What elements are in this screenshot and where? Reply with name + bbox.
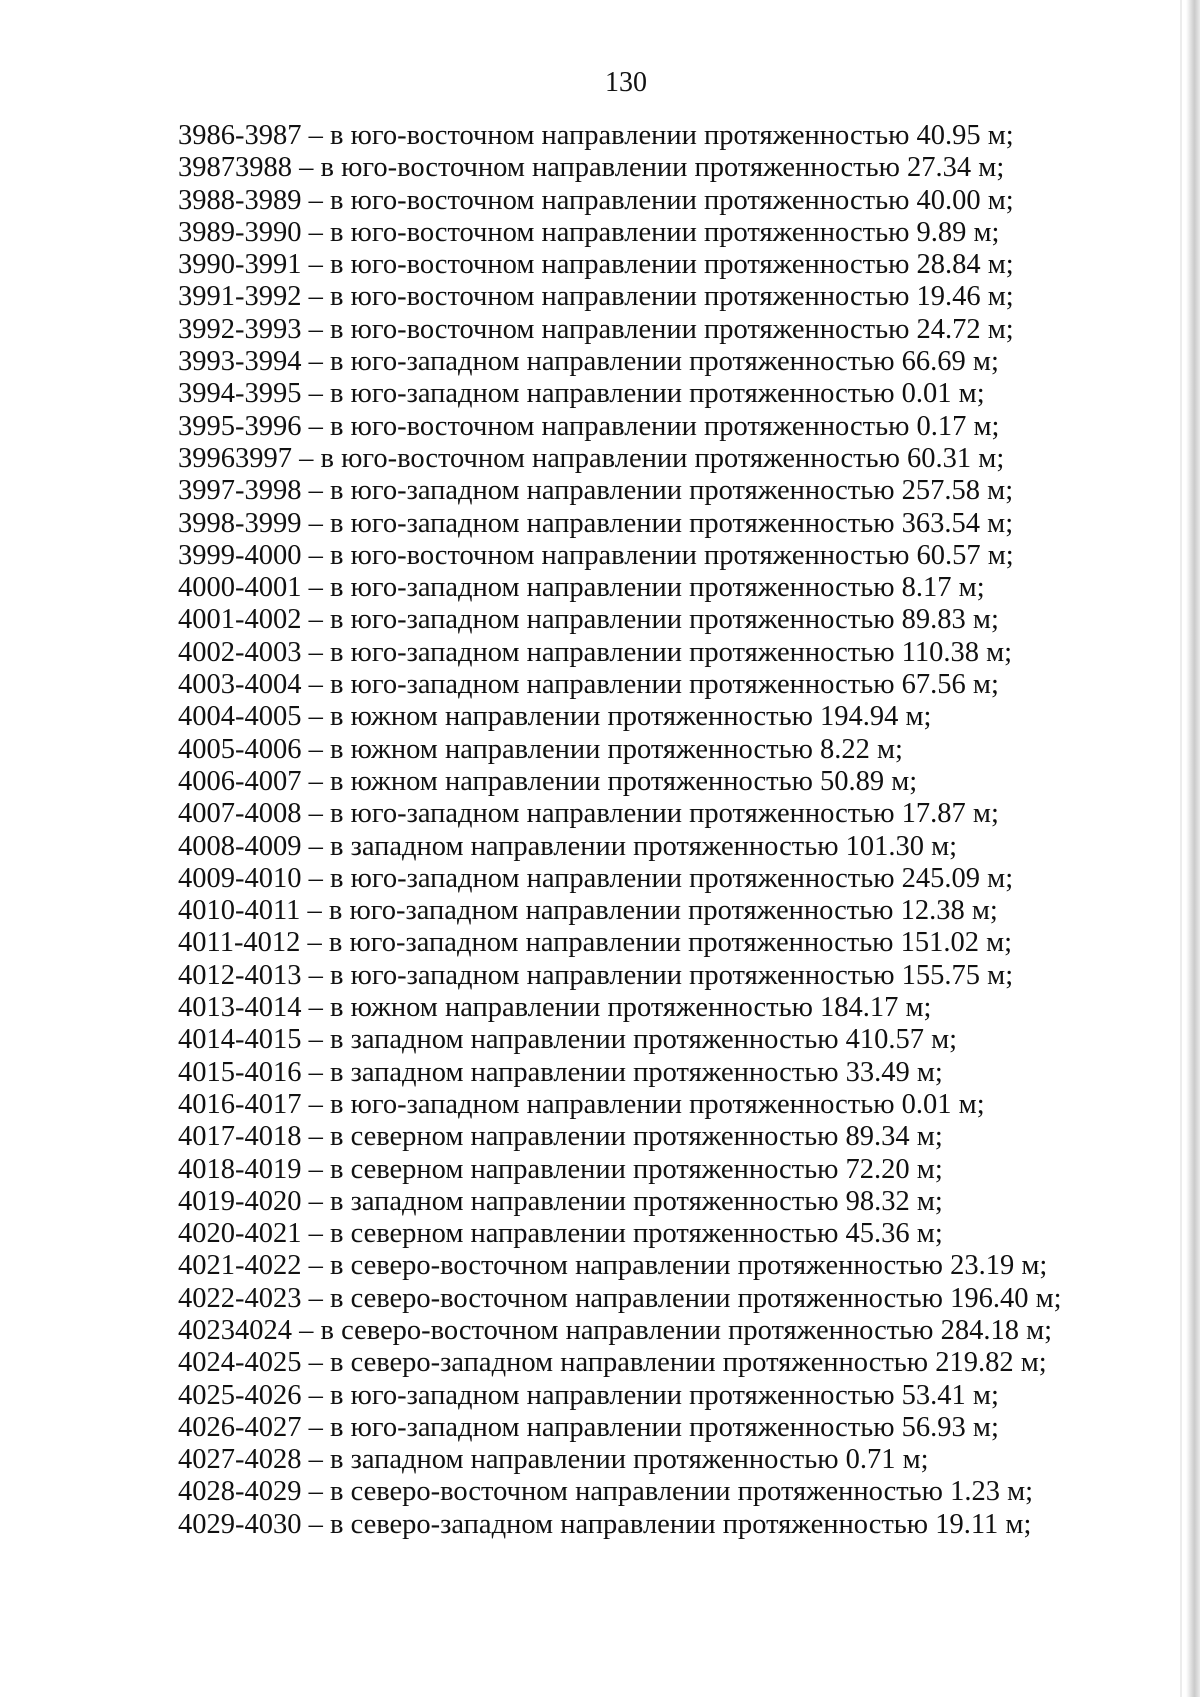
boundary-segment-line: 4010-4011 – в юго-западном направлении протяженностью 12.38 м; bbox=[178, 895, 998, 927]
boundary-segment-line: 3990-3991 – в юго-восточном направлении протяженностью 28.84 м; bbox=[178, 249, 1014, 281]
boundary-segment-line: 4017-4018 – в северном направлении протяженностью 89.34 м; bbox=[178, 1121, 943, 1153]
boundary-segment-line: 4012-4013 – в юго-западном направлении протяженностью 155.75 м; bbox=[178, 959, 1014, 991]
boundary-segment-line: 39873988 – в юго-восточном направлении протяженностью 27.34 м; bbox=[178, 152, 1005, 184]
boundary-segment-line: 4021-4022 – в северо-восточном направлении протяженностью 23.19 м; bbox=[178, 1250, 1048, 1282]
boundary-segment-line: 4000-4001 – в юго-западном направлении протяженностью 8.17 м; bbox=[178, 572, 985, 604]
boundary-segment-list bbox=[178, 120, 1108, 1541]
scan-edge-line bbox=[1180, 0, 1182, 1697]
boundary-segment-line: 3986-3987 – в юго-восточном направлении протяженностью 40.95 м; bbox=[178, 120, 1014, 151]
boundary-segment-line: 3992-3993 – в юго-восточном направлении протяженностью 24.72 м; bbox=[178, 313, 1014, 345]
boundary-segment-line: 4004-4005 – в южном направлении протяженностью 194.94 м; bbox=[178, 701, 932, 733]
boundary-segment-line: 4013-4014 – в южном направлении протяженностью 184.17 м; bbox=[178, 992, 932, 1024]
boundary-segment-line: 4024-4025 – в северо-западном направлении протяженностью 219.82 м; bbox=[178, 1347, 1047, 1379]
boundary-segment-line: 4011-4012 – в юго-западном направлении протяженностью 151.02 м; bbox=[178, 927, 1013, 959]
boundary-segment-line: 39963997 – в юго-восточном направлении протяженностью 60.31 м; bbox=[178, 442, 1005, 474]
boundary-segment-line: 3991-3992 – в юго-восточном направлении протяженностью 19.46 м; bbox=[178, 281, 1014, 313]
boundary-segment-line: 4022-4023 – в северо-восточном направлении протяженностью 196.40 м; bbox=[178, 1282, 1062, 1314]
boundary-segment-line: 4020-4021 – в северном направлении протяженностью 45.36 м; bbox=[178, 1218, 943, 1250]
boundary-segment-line: 3999-4000 – в юго-восточном направлении протяженностью 60.57 м; bbox=[178, 539, 1014, 571]
boundary-segment-line: 4003-4004 – в юго-западном направлении протяженностью 67.56 м; bbox=[178, 669, 999, 701]
boundary-segment-line: 3988-3989 – в юго-восточном направлении протяженностью 40.00 м; bbox=[178, 184, 1014, 216]
boundary-segment-line: 4006-4007 – в южном направлении протяженностью 50.89 м; bbox=[178, 765, 918, 797]
boundary-segment-line: 4007-4008 – в юго-западном направлении протяженностью 17.87 м; bbox=[178, 798, 999, 830]
boundary-segment-line: 3997-3998 – в юго-западном направлении протяженностью 257.58 м; bbox=[178, 475, 1014, 507]
boundary-segment-line: 4025-4026 – в юго-западном направлении протяженностью 53.41 м; bbox=[178, 1379, 999, 1411]
boundary-segment-line: 4001-4002 – в юго-западном направлении протяженностью 89.83 м; bbox=[178, 604, 999, 636]
boundary-segment-line: 3995-3996 – в юго-восточном направлении протяженностью 0.17 м; bbox=[178, 410, 1000, 442]
boundary-segment-line: 4027-4028 – в западном направлении протяженностью 0.71 м; bbox=[178, 1444, 929, 1476]
scan-edge-shadow bbox=[1186, 0, 1200, 1697]
boundary-segment-line: 4002-4003 – в юго-западном направлении протяженностью 110.38 м; bbox=[178, 636, 1013, 668]
boundary-segment-line: 4029-4030 – в северо-западном направлении протяженностью 19.11 м; bbox=[178, 1508, 1032, 1540]
boundary-segment-line: 3993-3994 – в юго-западном направлении протяженностью 66.69 м; bbox=[178, 346, 999, 378]
boundary-segment-line: 3989-3990 – в юго-восточном направлении протяженностью 9.89 м; bbox=[178, 216, 1000, 248]
boundary-segment-line: 4028-4029 – в северо-восточном направлении протяженностью 1.23 м; bbox=[178, 1476, 1034, 1508]
boundary-segment-line: 3994-3995 – в юго-западном направлении протяженностью 0.01 м; bbox=[178, 378, 985, 410]
boundary-segment-line: 4008-4009 – в западном направлении протяженностью 101.30 м; bbox=[178, 830, 958, 862]
boundary-segment-line: 4018-4019 – в северном направлении протяженностью 72.20 м; bbox=[178, 1153, 943, 1185]
boundary-segment-line: 4019-4020 – в западном направлении протяженностью 98.32 м; bbox=[178, 1185, 943, 1217]
boundary-segment-line: 4015-4016 – в западном направлении протяженностью 33.49 м; bbox=[178, 1056, 943, 1088]
boundary-segment-line: 4005-4006 – в южном направлении протяженностью 8.22 м; bbox=[178, 733, 903, 765]
boundary-segment-line: 4026-4027 – в юго-западном направлении протяженностью 56.93 м; bbox=[178, 1411, 999, 1443]
boundary-segment-line: 4016-4017 – в юго-западном направлении протяженностью 0.01 м; bbox=[178, 1088, 985, 1120]
boundary-segment-line: 4009-4010 – в юго-западном направлении протяженностью 245.09 м; bbox=[178, 862, 1014, 894]
page-number: 130 bbox=[605, 67, 647, 98]
boundary-segment-line: 40234024 – в северо-восточном направлении протяженностью 284.18 м; bbox=[178, 1314, 1053, 1346]
boundary-segment-line: 4014-4015 – в западном направлении протяженностью 410.57 м; bbox=[178, 1024, 958, 1056]
boundary-segment-line: 3998-3999 – в юго-западном направлении протяженностью 363.54 м; bbox=[178, 507, 1014, 539]
